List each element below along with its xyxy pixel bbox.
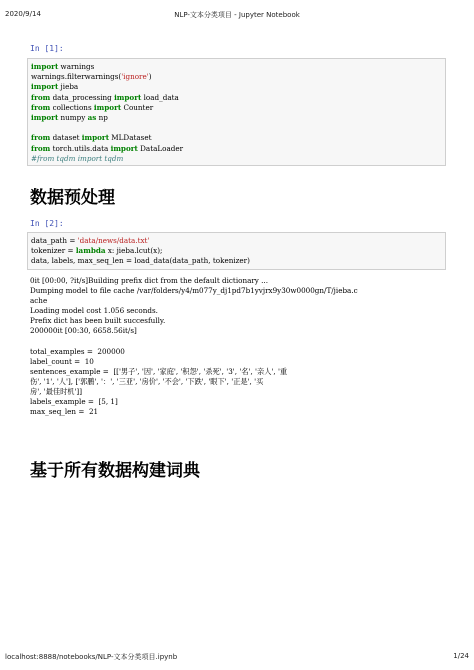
code-cell-2[interactable]: data_path = 'data/news/data.txt' tokenizer = lambda x: jieba.lcut(x); data, labels, max_seq_len = load_data(data_path, tokenizer)	[27, 232, 446, 270]
page-number: 1/24	[453, 652, 469, 660]
print-title: NLP-文本分类项目 - Jupyter Notebook	[174, 11, 300, 19]
heading-preprocess: 数据预处理	[30, 188, 115, 208]
output-line: 房', '最佳时机']]	[30, 387, 83, 397]
output-line: max_seq_len = 21	[30, 407, 99, 417]
output-line: 200000it [00:30, 6658.56it/s]	[30, 326, 137, 336]
output-line: labels_example = [5, 1]	[30, 397, 118, 407]
output-line: Loading model cost 1.056 seconds.	[30, 306, 158, 316]
output-line: Dumping model to file cache /var/folders/y4/m077y_dj1pd7b1yvjrx9y30w0000gn/T/jieba.c	[30, 286, 358, 296]
output-line: 伤', '1', '人'], ['郭鹏', '：', '三亚', '房价', '不会', '下跌', '眼下', '正是', '买	[30, 376, 264, 386]
output-line	[30, 337, 446, 347]
output-line: label_count = 10	[30, 356, 94, 366]
output-line: ache	[30, 296, 48, 306]
code-cell-1[interactable]: import warnings warnings.filterwarnings('ignore') import jieba from data_processing import load_data from collections import Counter import numpy as np from dataset import MLDataset from torch.utils.data import DataLoader #from tqdm import tqdm	[27, 58, 446, 166]
cell-2-prompt: In [2]:	[30, 219, 64, 228]
output-line: 0it [00:00, ?it/s]Building prefix dict from the default dictionary ...	[30, 276, 268, 285]
heading-build-vocab: 基于所有数据构建词典	[30, 461, 200, 481]
output-line: total_examples = 200000	[30, 346, 125, 356]
cell-2-output	[30, 276, 446, 417]
output-line: Prefix dict has been built succesfully.	[30, 316, 166, 326]
cell-1-prompt: In [1]:	[30, 44, 64, 53]
output-line: sentences_example = [['男子', '因', '家庭', '积怨', '杀死', '3', '名', '亲人', '重	[30, 366, 288, 376]
print-url: localhost:8888/notebooks/NLP-文本分类项目.ipynb	[5, 653, 178, 661]
print-date: 2020/9/14	[5, 10, 41, 18]
